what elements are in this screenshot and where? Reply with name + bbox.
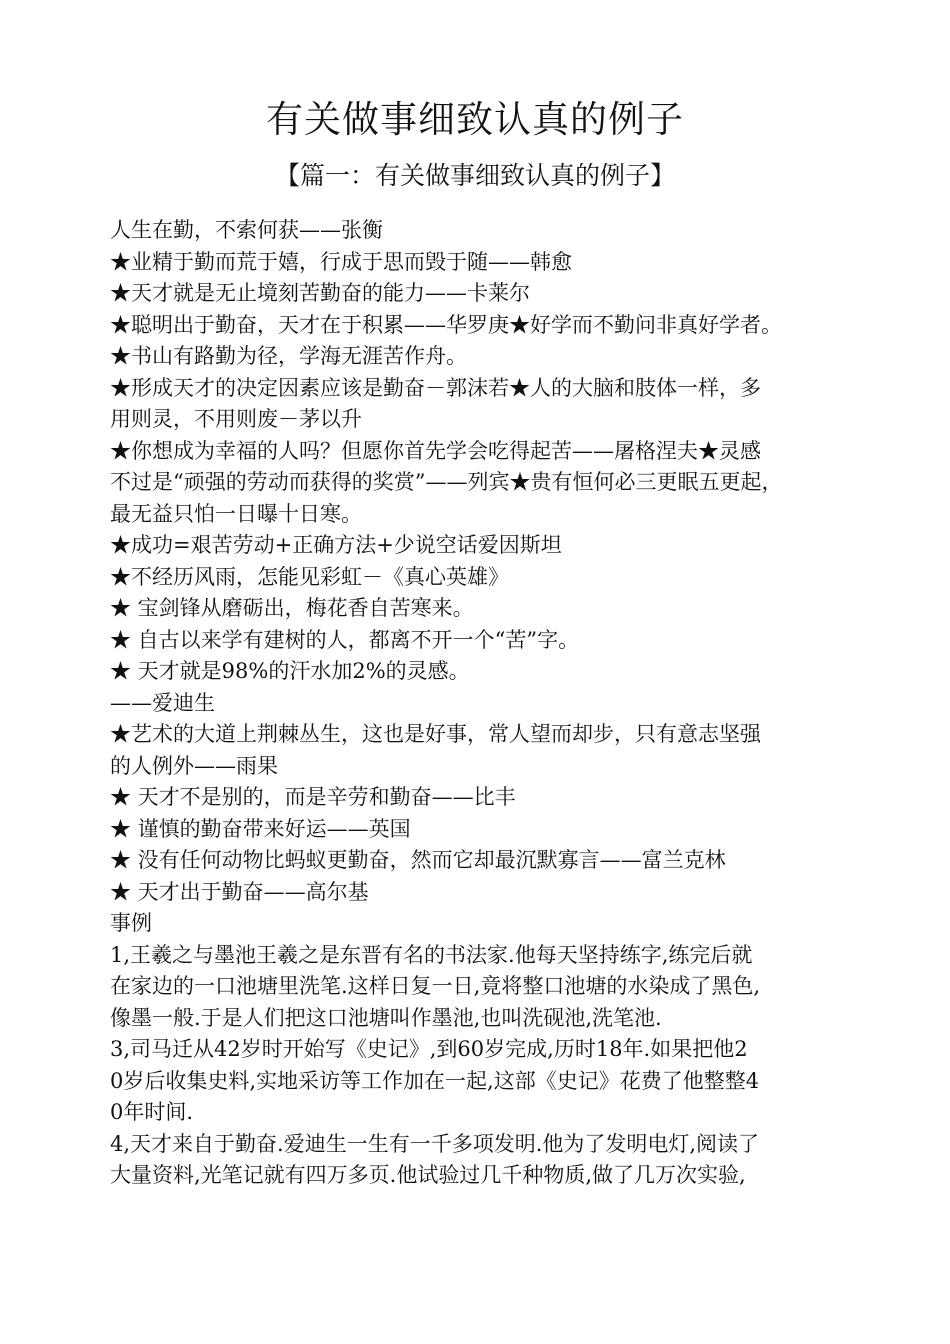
document-title: 有关做事细致认真的例子 [266, 98, 684, 141]
text-line: 大量资料,光笔记就有四万多页.他试验过几千种物质,做了几万次实验, [110, 1163, 746, 1187]
text-line: ★聪明出于勤奋，天才在于积累——华罗庚★好学而不勤问非真好学者。 [110, 312, 782, 337]
document-subtitle: 【篇一：有关做事细致认真的例子】 [274, 161, 675, 190]
text-line: ★业精于勤而荒于嬉，行成于思而毁于随——韩愈 [110, 249, 572, 274]
text-line: 在家边的一口池塘里洗笔.这样日复一日,竟将整口池塘的水染成了黑色, [110, 974, 761, 998]
text-line: 的人例外——雨果 [110, 753, 278, 778]
text-line: ——爱迪生 [110, 690, 215, 715]
text-line: 4,天才来自于勤奋.爱迪生一生有一千多项发明.他为了发明电灯,阅读了 [110, 1131, 760, 1156]
text-line: 像墨一般.于是人们把这口池塘叫作墨池,也叫洗砚池,洗笔池. [110, 1005, 662, 1030]
text-line: ★书山有路勤为径，学海无涯苦作舟。 [110, 344, 467, 368]
text-line: ★不经历风雨，怎能见彩虹－《真心英雄》 [110, 564, 509, 589]
text-line: 0岁后收集史料,实地采访等工作加在一起,这部《史记》花费了他整整4 [110, 1068, 760, 1093]
text-line: ★ 没有任何动物比蚂蚁更勤奋，然而它却最沉默寡言——富兰克林 [110, 848, 726, 872]
text-line: ★你想成为幸福的人吗？但愿你首先学会吃得起苦——屠格涅夫★灵感 [110, 438, 761, 463]
text-line: ★ 自古以来学有建树的人，都离不开一个“苦”字。 [110, 627, 580, 652]
text-line: 人生在勤，不索何获——张衡 [110, 218, 383, 242]
text-line: ★形成天才的决定因素应该是勤奋－郭沫若★人的大脑和肢体一样，多 [110, 375, 761, 400]
text-line: ★ 天才不是别的，而是辛劳和勤奋——比丰 [110, 785, 516, 809]
text-line: 0年时间. [110, 1100, 194, 1124]
text-line: 1,王羲之与墨池王羲之是东晋有名的书法家.他每天坚持练字,练完后就 [110, 942, 753, 967]
text-line: ★成功=艰苦劳动+正确方法+少说空话爱因斯坦 [110, 533, 562, 557]
text-line: ★天才就是无止境刻苦勤奋的能力——卡莱尔 [110, 281, 530, 305]
document-body [110, 215, 850, 1192]
text-line: ★艺术的大道上荆棘丛生，这也是好事，常人望而却步，只有意志坚强 [110, 722, 761, 746]
text-line: ★ 天才出于勤奋——高尔基 [110, 879, 369, 904]
text-line: ★ 宝剑锋从磨砺出，梅花香自苦寒来。 [110, 596, 474, 620]
text-line: 最无益只怕一日曝十日寒。 [110, 501, 362, 526]
text-line: 事例 [110, 911, 152, 935]
text-line: ★ 谨慎的勤奋带来好运——英国 [110, 816, 411, 841]
text-line: 不过是“顽强的劳动而获得的奖赏”——列宾★贵有恒何必三更眠五更起， [110, 470, 783, 494]
text-line: ★ 天才就是98%的汗水加2%的灵感。 [110, 659, 470, 683]
text-line: 3,司马迁从42岁时开始写《史记》,到60岁完成,历时18年.如果把他2 [110, 1037, 748, 1061]
text-line: 用则灵，不用则废－茅以升 [110, 407, 362, 431]
